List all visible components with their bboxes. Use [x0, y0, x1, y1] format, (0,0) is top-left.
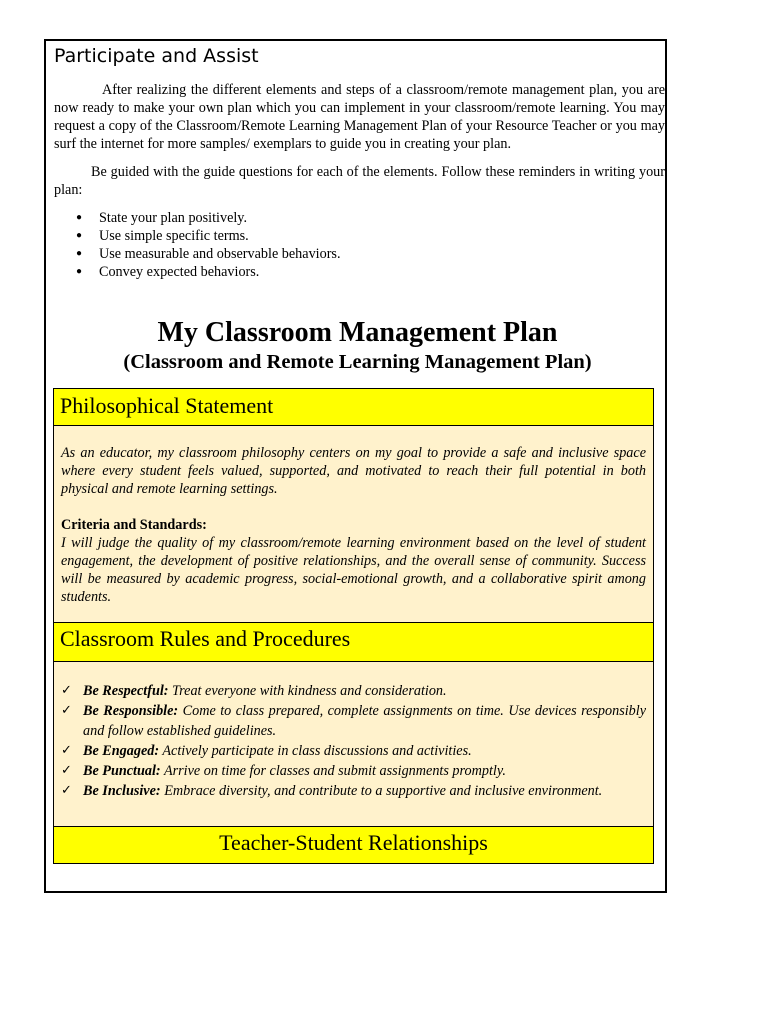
- plan-subtitle: (Classroom and Remote Learning Management Plan): [123, 351, 592, 373]
- rule-name: Be Respectful:: [83, 683, 169, 699]
- rule-text: Embrace diversity, and contribute to a supportive and inclusive environment.: [164, 783, 603, 799]
- rule-text: Come to class prepared, complete assignments on time. Use devices responsibly and follow established guidelines.: [83, 703, 647, 739]
- rule-name: Be Engaged:: [83, 743, 160, 759]
- rules-heading: Classroom Rules and Procedures: [54, 622, 653, 662]
- rule-text: Arrive on time for classes and submit assignments promptly.: [163, 763, 506, 779]
- philosophical-statement: As an educator, my classroom philosophy centers on my goal to provide a safe and inclusive space where every student feels valued, supported, and motivated to reach their full potential in both physical and remote learning settings.: [61, 445, 646, 497]
- rules-list: [61, 681, 646, 801]
- rule-item: [61, 761, 646, 781]
- section-title: Participate and Assist: [54, 45, 259, 67]
- rule-text: Actively participate in class discussions and activities.: [162, 743, 472, 759]
- rule-item: [61, 681, 646, 701]
- relationships-heading: Teacher-Student Relationships: [54, 826, 653, 863]
- reminders-list: [54, 209, 654, 281]
- intro-paragraph-2: Be guided with the guide questions for each of the elements. Follow these reminders in writing your plan:: [54, 164, 665, 198]
- reminder-item: ● Use simple specific terms.: [54, 227, 654, 245]
- rule-text: Treat everyone with kindness and consideration.: [172, 683, 447, 699]
- rule-name: Be Inclusive:: [83, 783, 161, 799]
- rule-name: Be Punctual:: [83, 763, 161, 779]
- rule-item: [61, 741, 646, 761]
- criteria-heading: Criteria and Standards:: [61, 517, 207, 533]
- philosophical-body: [54, 426, 653, 622]
- reminder-item: ● Use measurable and observable behaviors.: [54, 245, 654, 263]
- reminder-item: ● State your plan positively.: [54, 209, 654, 227]
- document-frame: [44, 39, 667, 893]
- plan-table: [53, 388, 654, 864]
- philosophical-heading: Philosophical Statement: [54, 389, 653, 426]
- rule-item: [61, 781, 646, 801]
- rule-item: [61, 701, 646, 741]
- intro-paragraph-1: After realizing the different elements and steps of a classroom/remote management plan, you are now ready to make your own plan which you can implement in your classroom/remote learning. You may request a copy of the Classroom/Remote Learning Management Plan of your Resource Teacher or you may surf the internet for more samples/ exemplars to guide you in creating your plan.: [54, 82, 665, 152]
- criteria-text: I will judge the quality of my classroom/remote learning environment based on the level of student engagement, the development of positive relationships, and the overall sense of community. Success will be measured by academic progress, social-emotional growth, and a collaborative spirit among students.: [61, 535, 646, 605]
- reminder-item: ● Convey expected behaviors.: [54, 263, 654, 281]
- plan-title: My Classroom Management Plan: [157, 317, 558, 348]
- rule-name: Be Responsible:: [83, 703, 179, 719]
- rules-body: [54, 662, 653, 826]
